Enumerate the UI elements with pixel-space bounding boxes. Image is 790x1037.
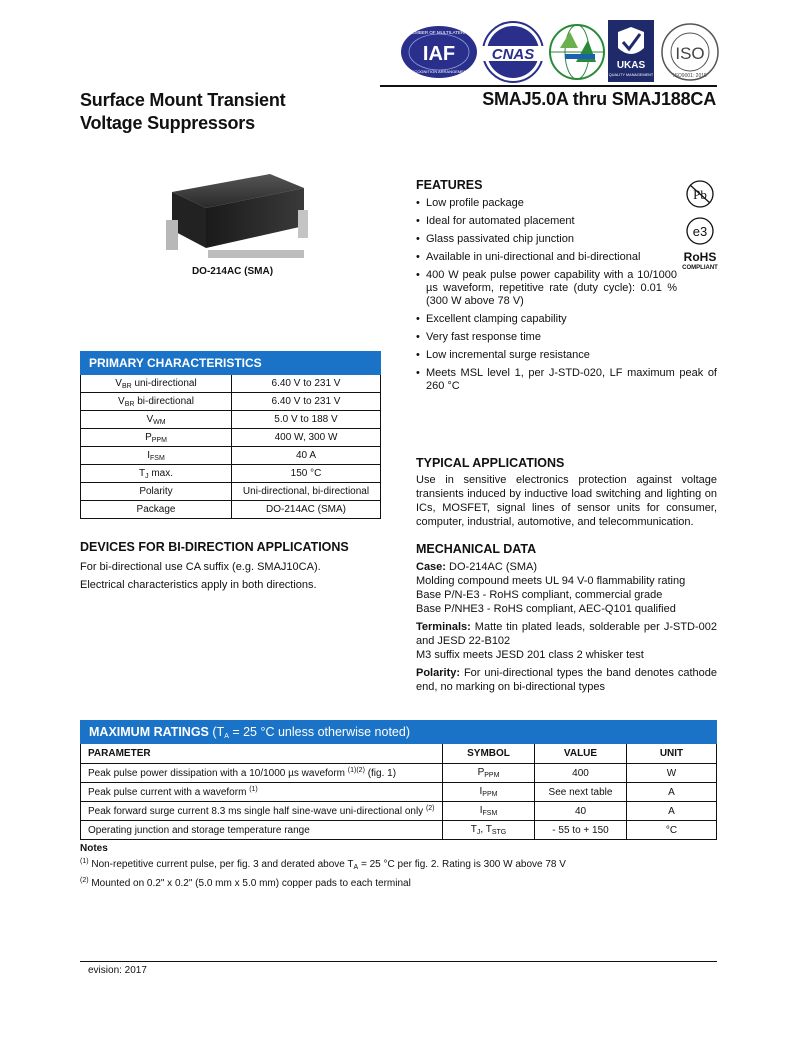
rohs-sub: COMPLIANT (682, 265, 718, 271)
compliance-symbols (680, 179, 720, 279)
primary-param: Polarity (81, 483, 232, 501)
iso-ring: ISO9001: 2015 (673, 73, 707, 79)
e3-text: e3 (692, 224, 708, 239)
terminals-value: Matte tin plated leads, solderable per J-STD-002 and JESD 22-B102 (416, 621, 717, 647)
terminals-label: Terminals: (416, 621, 471, 633)
rating-row (81, 821, 717, 840)
pb-free-icon (687, 181, 713, 207)
primary-row (81, 501, 381, 519)
col-unit: UNIT (627, 744, 717, 764)
primary-value: 150 °C (232, 465, 381, 483)
rating-symbol: $P_{PPM}$ (443, 764, 535, 783)
mechanical-heading: MECHANICAL DATA (416, 542, 537, 556)
note-2-text: Mounted on 0.2" x 0.2" (5.0 mm x 5.0 mm) copper pads to each terminal (88, 878, 411, 889)
compliance-svg (680, 179, 720, 249)
cnas-logo (482, 22, 544, 82)
package-drawing (162, 170, 312, 262)
pb-text: Pb (693, 187, 707, 202)
case-line (416, 560, 717, 574)
ukas-text: UKAS (616, 60, 646, 71)
primary-param: $P_{PPM}$ (81, 429, 232, 447)
case-value: DO-214AC (SMA) (445, 561, 538, 573)
primary-param: $T_J$ max. (81, 465, 232, 483)
feature-item: • Meets MSL level 1, per J-STD-020, LF maximum peak of 260 °C (416, 367, 717, 393)
title-line-2: Voltage Suppressors (80, 113, 255, 133)
rating-row (81, 783, 717, 802)
primary-param: $V_{BR}$ uni-directional (81, 375, 232, 393)
terminals-line (416, 620, 717, 648)
rating-value: 40 (535, 802, 627, 821)
typical-heading: TYPICAL APPLICATIONS (416, 456, 565, 470)
case-line-2: Molding compound meets UL 94 V-0 flammability rating (416, 575, 686, 587)
max-ratings-cond (209, 725, 410, 739)
primary-row (81, 447, 381, 465)
iaf-ring-top: MEMBER OF MULTILATERAL (408, 30, 470, 35)
polarity-value: For uni-directional types the band denotes cathode end, no marking on bi-directional types (416, 667, 717, 693)
primary-row (81, 429, 381, 447)
revision-footer: evision: 2017 (88, 965, 147, 976)
iso-text: ISO (675, 44, 705, 63)
feature-item: • Available in uni-directional and bi-directional (416, 251, 654, 264)
feature-item: • Glass passivated chip junction (416, 233, 717, 246)
note-1 (80, 855, 720, 874)
rating-symbol: $T_J$, $T_{STG}$ (443, 821, 535, 840)
rating-param: Peak forward surge current 8.3 ms single half sine-wave uni-directional only $^{(2)}$ (81, 802, 443, 821)
primary-row (81, 483, 381, 501)
e3-icon (687, 218, 713, 244)
rating-value: 400 (535, 764, 627, 783)
col-value: VALUE (535, 744, 627, 764)
case-label: Case: (416, 561, 446, 573)
mechanical-text (416, 560, 717, 694)
certification-logos-svg (400, 18, 720, 84)
case-line-3: Base P/N-E3 - RoHS compliant, commercial grade (416, 589, 663, 601)
primary-param: $V_{WM}$ (81, 411, 232, 429)
maximum-ratings-table (80, 720, 717, 840)
polarity-line (416, 666, 717, 694)
rating-unit: W (627, 764, 717, 783)
rating-row (81, 802, 717, 821)
max-ratings-title: MAXIMUM RATINGS (89, 724, 209, 739)
primary-value: 400 W, 300 W (232, 429, 381, 447)
devices-line-1: For bi-directional use CA suffix (e.g. SMAJ10CA). (80, 561, 321, 573)
package-label: DO-214AC (SMA) (191, 266, 274, 277)
note-1-post: = 25 °C per fig. 2. Rating is 300 W above 78 V (358, 859, 566, 870)
cond-sub: A (224, 732, 229, 740)
features-list (416, 197, 717, 393)
max-ratings-body (81, 764, 717, 840)
primary-row (81, 465, 381, 483)
feature-item: • Ideal for automated placement (416, 215, 717, 228)
rating-symbol: $I_{PPM}$ (443, 783, 535, 802)
rating-value: See next table (535, 783, 627, 802)
rating-param: Operating junction and storage temperature range (81, 821, 443, 840)
iso-logo (662, 24, 718, 80)
primary-value: Uni-directional, bi-directional (232, 483, 381, 501)
notes (80, 842, 720, 890)
note-1-sub: A (353, 864, 359, 871)
primary-value: 5.0 V to 188 V (232, 411, 381, 429)
iaf-text: IAF (422, 43, 456, 65)
cond-post: = 25 °C unless otherwise noted) (228, 724, 410, 739)
feature-item: • Very fast response time (416, 331, 717, 344)
rating-param: Peak pulse power dissipation with a 10/1000 µs waveform $^{(1)(2)}$ (fig. 1) (81, 764, 443, 783)
polarity-label: Polarity: (416, 667, 461, 679)
typical-text: Use in sensitive electronics protection against voltage transients induced by inductive load switching and lighting on ICs, MOSFET, signal lines of sensor units for consumer, computer, industrial, automotive, and telecommunication. (416, 474, 717, 528)
primary-body (81, 375, 381, 519)
features-heading: FEATURES (416, 178, 483, 192)
note-1-pre: Non-repetitive current pulse, per fig. 3 and derated above T (88, 859, 354, 870)
devices-line-2: Electrical characteristics apply in both directions. (80, 579, 317, 591)
col-symbol: SYMBOL (443, 744, 535, 764)
devices-heading: DEVICES FOR BI-DIRECTION APPLICATIONS (80, 540, 349, 554)
note-1-mark: (1) (80, 858, 89, 865)
rating-row (81, 764, 717, 783)
devices-text (80, 558, 380, 594)
header-rule (380, 85, 717, 87)
cond-pre: (T (208, 724, 225, 739)
primary-param: Package (81, 501, 232, 519)
ukas-sub: QUALITY MANAGEMENT (608, 73, 654, 77)
note-2 (80, 874, 720, 890)
notes-heading: Notes (80, 843, 108, 854)
rating-symbol: $I_{FSM}$ (443, 802, 535, 821)
primary-param: $I_{FSM}$ (81, 447, 232, 465)
rating-unit: A (627, 802, 717, 821)
primary-value: DO-214AC (SMA) (232, 501, 381, 519)
globe-logo (550, 25, 604, 79)
primary-param: $V_{BR}$ bi-directional (81, 393, 232, 411)
cnas-text: CNAS (491, 46, 535, 63)
primary-value: 6.40 V to 231 V (232, 375, 381, 393)
certification-logos (400, 18, 720, 84)
feature-item: • Low incremental surge resistance (416, 349, 717, 362)
title-line-1: Surface Mount Transient (80, 90, 286, 110)
footer-rule (80, 961, 717, 962)
package-image (162, 170, 312, 262)
case-line-4: Base P/NHE3 - RoHS compliant, AEC-Q101 qualified (416, 603, 676, 615)
rating-unit: A (627, 783, 717, 802)
max-ratings-heading (81, 721, 717, 744)
document-title (80, 89, 380, 135)
primary-row (81, 393, 381, 411)
primary-row (81, 375, 381, 393)
primary-value: 6.40 V to 231 V (232, 393, 381, 411)
rating-value: - 55 to + 150 (535, 821, 627, 840)
iaf-ring-bottom: RECOGNITION ARRANGEMENT (408, 69, 470, 74)
feature-item: • Low profile package (416, 197, 717, 210)
part-number-range: SMAJ5.0A thru SMAJ188CA (482, 89, 716, 109)
features-list-wrap (416, 197, 717, 398)
terminals-line-2: M3 suffix meets JESD 201 class 2 whisker test (416, 649, 644, 661)
iaf-logo (401, 26, 477, 78)
primary-heading: PRIMARY CHARACTERISTICS (81, 352, 381, 375)
primary-characteristics-table (80, 351, 381, 519)
ukas-logo (608, 20, 654, 82)
primary-value: 40 A (232, 447, 381, 465)
primary-row (81, 411, 381, 429)
col-parameter: PARAMETER (81, 744, 443, 764)
feature-item: • Excellent clamping capability (416, 313, 717, 326)
rating-param: Peak pulse current with a waveform $^{(1)}$ (81, 783, 443, 802)
feature-item: • 400 W peak pulse power capability with a 10/1000 µs waveform, repetitive rate (duty cycle): 0.01 % (300 W above 78 V) (416, 269, 677, 308)
rohs-label: RoHS (683, 250, 717, 264)
rating-unit: °C (627, 821, 717, 840)
note-2-mark: (2) (80, 877, 89, 884)
